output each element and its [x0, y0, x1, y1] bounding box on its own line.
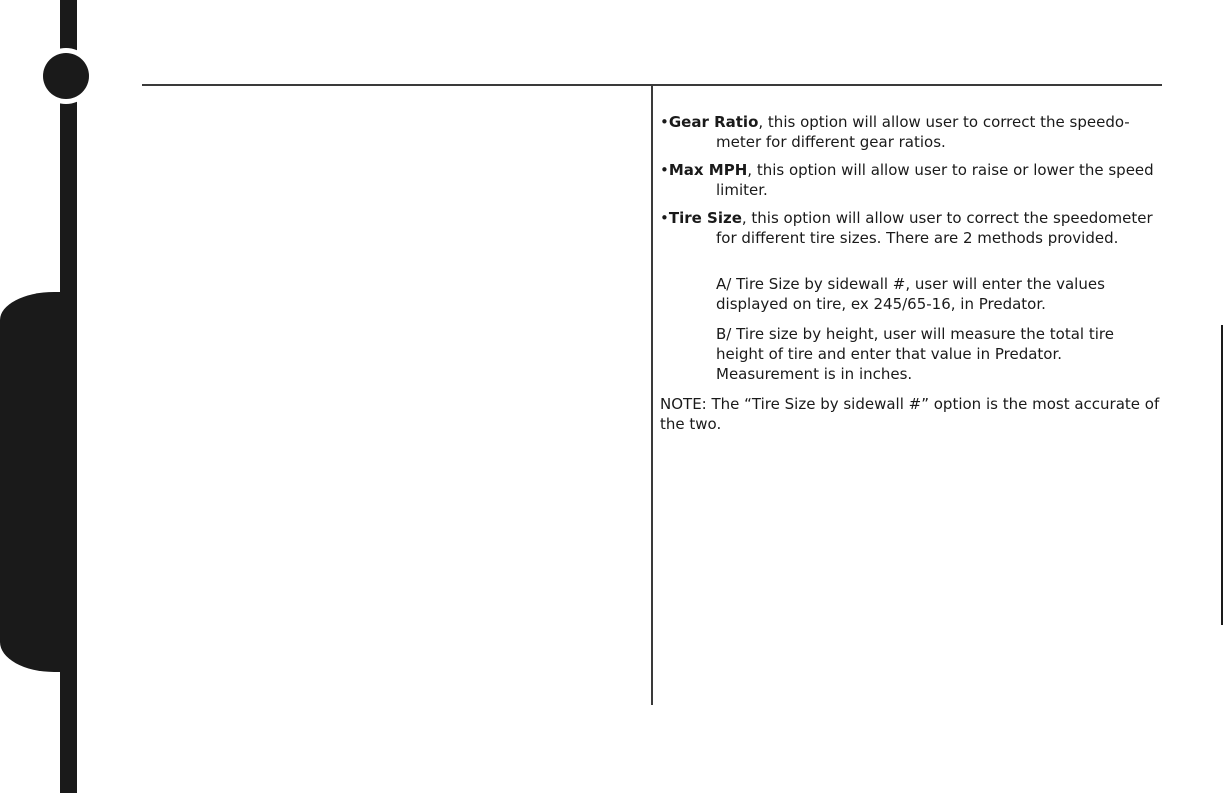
- note: NOTE: The “Tire Size by sidewall #” option is the most accurate of the two.: [660, 395, 1160, 433]
- option-tire-size: [660, 208, 1165, 248]
- right-column: [660, 112, 1165, 434]
- option-description: , this option will allow user to correct the speedometer for different tire sizes. There are 2 methods provided.: [716, 209, 1153, 247]
- bullet: •: [660, 209, 669, 227]
- bullet: •: [660, 113, 669, 131]
- option-title: Gear Ratio: [668, 113, 759, 131]
- page-edge-mark: [1221, 325, 1223, 625]
- option-max-mph: [660, 160, 1165, 200]
- page-sidebar: [0, 0, 78, 793]
- method-a: A/ Tire Size by sidewall #, user will enter the values displayed on tire, ex 245/65-16, in Predator.: [716, 275, 1105, 313]
- option-description: , this option will allow user to raise or lower the speed limiter.: [716, 161, 1154, 199]
- section-tab: [0, 292, 77, 672]
- option-title: Max MPH: [668, 161, 748, 179]
- option-title: Tire Size: [668, 209, 742, 227]
- method-b: B/ Tire size by height, user will measure the total tire height of tire and enter that value in Predator. Measurement is in inches.: [716, 325, 1114, 383]
- page-marker-dot: [43, 53, 89, 99]
- option-gear-ratio: [660, 112, 1165, 152]
- option-description: , this option will allow user to correct the speedo-meter for different gear ratios.: [716, 113, 1130, 151]
- bullet: •: [660, 161, 669, 179]
- column-divider: [651, 85, 653, 705]
